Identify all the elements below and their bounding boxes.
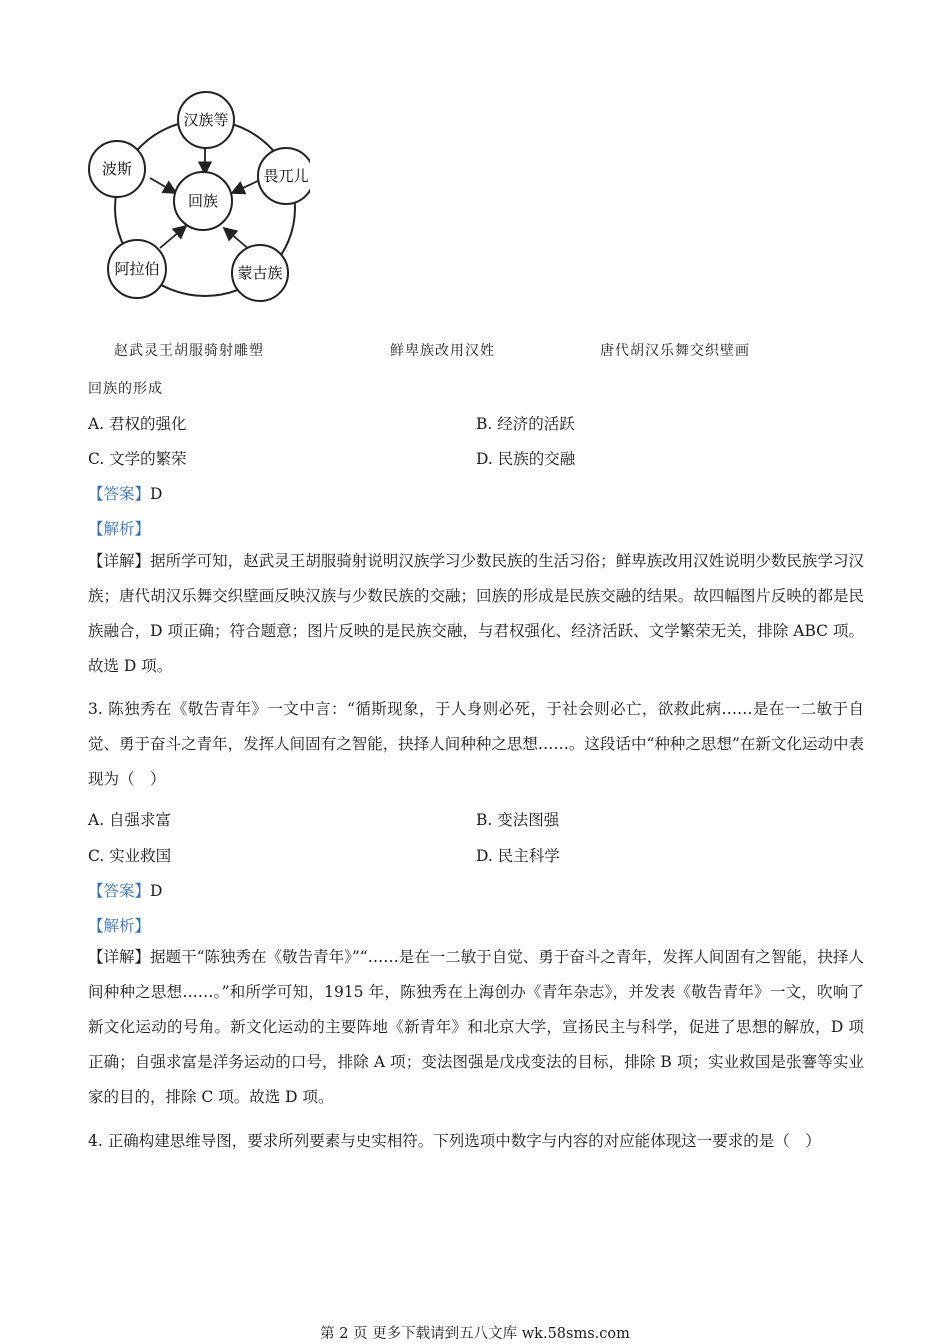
- arrow-bottom-right: [224, 228, 250, 250]
- q2-option-d: D. 民族的交融: [476, 450, 576, 468]
- answer-tag: 【答案】: [88, 485, 151, 503]
- answer-value: D: [150, 485, 163, 503]
- q3-stem: 3. 陈独秀在《敬告青年》一文中言：“循斯现象，于人身则必死，于社会则必亡，欲救此病……是在一二敏于自觉、勇于奋斗之青年，发挥人间固有之智能，抉择人间种种之思想……。这段话中“种种之思想”在新文化运动中表现为（ ）: [88, 700, 864, 788]
- node-arab-label: 阿拉伯: [114, 260, 160, 278]
- answer-value: D: [150, 882, 163, 900]
- q2-option-c: C. 文学的繁荣: [88, 450, 187, 468]
- q2-detail: [88, 544, 864, 684]
- node-mongol-label: 蒙古族: [237, 264, 283, 282]
- q2-option-b: B. 经济的活跃: [476, 415, 575, 433]
- image-captions: [0, 340, 950, 362]
- caption-2: 鲜卑族改用汉姓: [390, 343, 495, 359]
- arrow-bottom-left: [160, 226, 186, 248]
- arrow-left: [150, 178, 176, 193]
- node-uyghur-label: 畏兀儿: [263, 167, 309, 185]
- node-han-label: 汉族等: [183, 111, 229, 129]
- detail-text: 据题干“陈独秀在《敬告青年》”“……是在一二敏于自觉、勇于奋斗之青年，发挥人间固有之智能，抉择人间种种之思想……。”和所学可知，1915 年，陈独秀在上海创办《青年杂志》，并发表《敬告青年》一文，吹响了新文化运动的号角。新文化运动的主要阵地《新青年》和北京大学，宣扬民主与科学，促进了思想的解放，D 项正确；自强求富是洋务运动的口号，排除 A 项；变法图强是戊戌变法的目标，排除 B 项；实业救国是张謇等实业家的目的，排除 C 项。故选 D 项。: [88, 948, 864, 1106]
- caption-3: 唐代胡汉乐舞交织壁画: [600, 343, 750, 359]
- caption-4: 回族的形成: [88, 381, 163, 397]
- q3-detail: [88, 940, 864, 1115]
- q3-option-d: D. 民主科学: [476, 847, 560, 865]
- center-label: 回族: [187, 192, 219, 210]
- detail-tag: 【详解】: [88, 552, 151, 570]
- q3-option-c: C. 实业救国: [88, 847, 172, 865]
- q3-option-a: A. 自强求富: [88, 811, 172, 829]
- node-persia-label: 波斯: [101, 160, 133, 178]
- q4-stem: 4. 正确构建思维导图，要求所列要素与史实相符。下列选项中数字与内容的对应能体现这一要求的是（ ）: [88, 1132, 821, 1150]
- q2-answer: [88, 482, 162, 504]
- page-footer: 第 2 页 更多下载请到五八文库 wk.58sms.com: [320, 1326, 630, 1342]
- q2-analysis-tag: 【解析】: [88, 520, 151, 538]
- caption-1: 赵武灵王胡服骑射雕塑: [114, 343, 264, 359]
- q3-analysis-tag: 【解析】: [88, 917, 151, 935]
- detail-text: 据所学可知，赵武灵王胡服骑射说明汉族学习少数民族的生活习俗；鲜卑族改用汉姓说明少数民族学习汉族；唐代胡汉乐舞交织壁画反映汉族与少数民族的交融；回族的形成是民族交融的结果。故四幅图片反映的都是民族融合，D 项正确；符合题意；图片反映的是民族交融，与君权强化、经济活跃、文学繁荣无关，排除 ABC 项。故选 D 项。: [88, 552, 864, 675]
- arrow-right: [232, 180, 260, 193]
- ethnic-fusion-diagram: [80, 88, 310, 313]
- q2-option-a: A. 君权的强化: [88, 415, 187, 433]
- answer-tag: 【答案】: [88, 882, 151, 900]
- detail-tag: 【详解】: [88, 948, 151, 966]
- q3-option-b: B. 变法图强: [476, 811, 560, 829]
- q3-answer: [88, 879, 162, 901]
